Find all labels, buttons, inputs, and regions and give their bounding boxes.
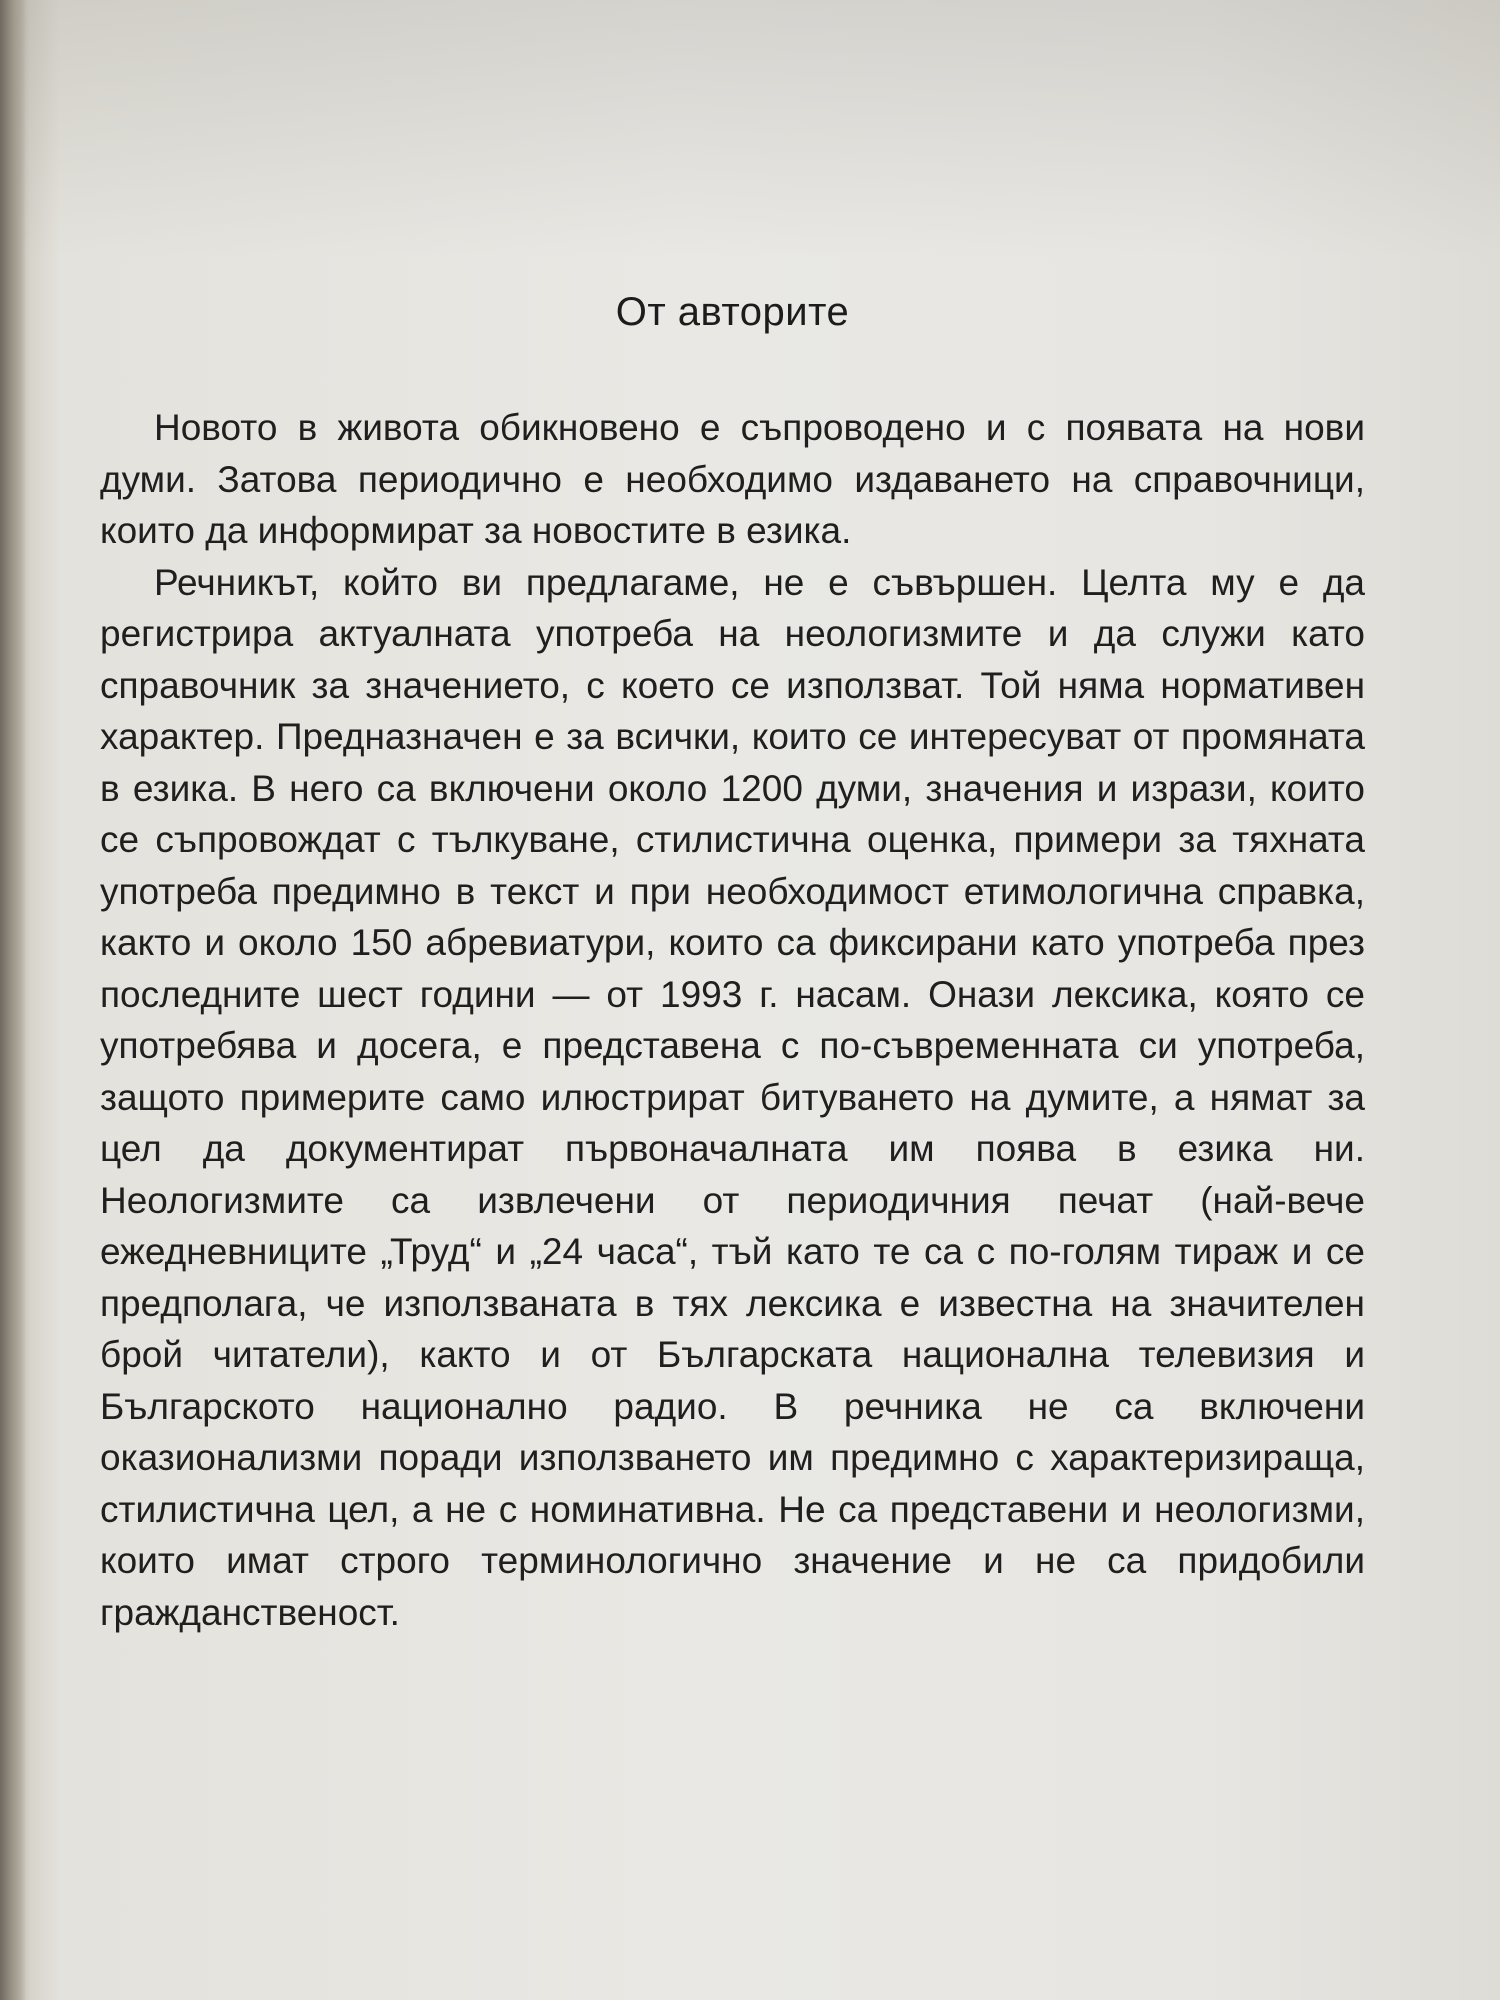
- body-text: [100, 402, 1365, 1638]
- top-shadow: [0, 0, 1500, 260]
- section-heading: От авторите: [615, 290, 850, 334]
- book-page: [100, 270, 1365, 1970]
- paragraph-1: Новото в живота обикновено е съпроводено и с появата на нови думи. Затова периодично е необходимо издаването на справочници, които да информират за новостите в езика.: [100, 407, 1365, 551]
- book-spine: [0, 0, 26, 2000]
- paragraph-2: Речникът, който ви предлагаме, не е съвършен. Целта му е да регистрира актуалната употреба на неологизмите и да служи като справочник за значението, с което се използват. Той няма нормативен характер. Предназначен е за всички, които се интересуват от промяната в езика. В него са включени около 1200 думи, значения и изрази, които се съпровождат с тълкуване, стилистична оценка, примери за тяхната употреба предимно в текст и при необходимост етимологична справка, както и около 150 абревиатури, които са фиксирани като употреба през последните шест години — от 1993 г. насам. Онази лексика, която се употребява и досега, е представена с по-съвременната си употреба, защото примерите само илюстрират битуването на думите, а нямат за цел да документират първоначалната им поява в езика ни. Неологизмите са извлечени от периодичния печат (най-вече ежедневниците „Труд“ и „24 часа“, тъй като те са с по-голям тираж и се предполага, че използваната в тях лексика е известна на значителен брой читатели), както и от Българската национална телевизия и Българското национално радио. В речника не са включени оказионализми поради използването им предимно с характеризираща, стилистична цел, а не с номинативна. Не са представени и неологизми, които имат строго терминологично значение и не са придобили гражданственост.: [100, 561, 1365, 1633]
